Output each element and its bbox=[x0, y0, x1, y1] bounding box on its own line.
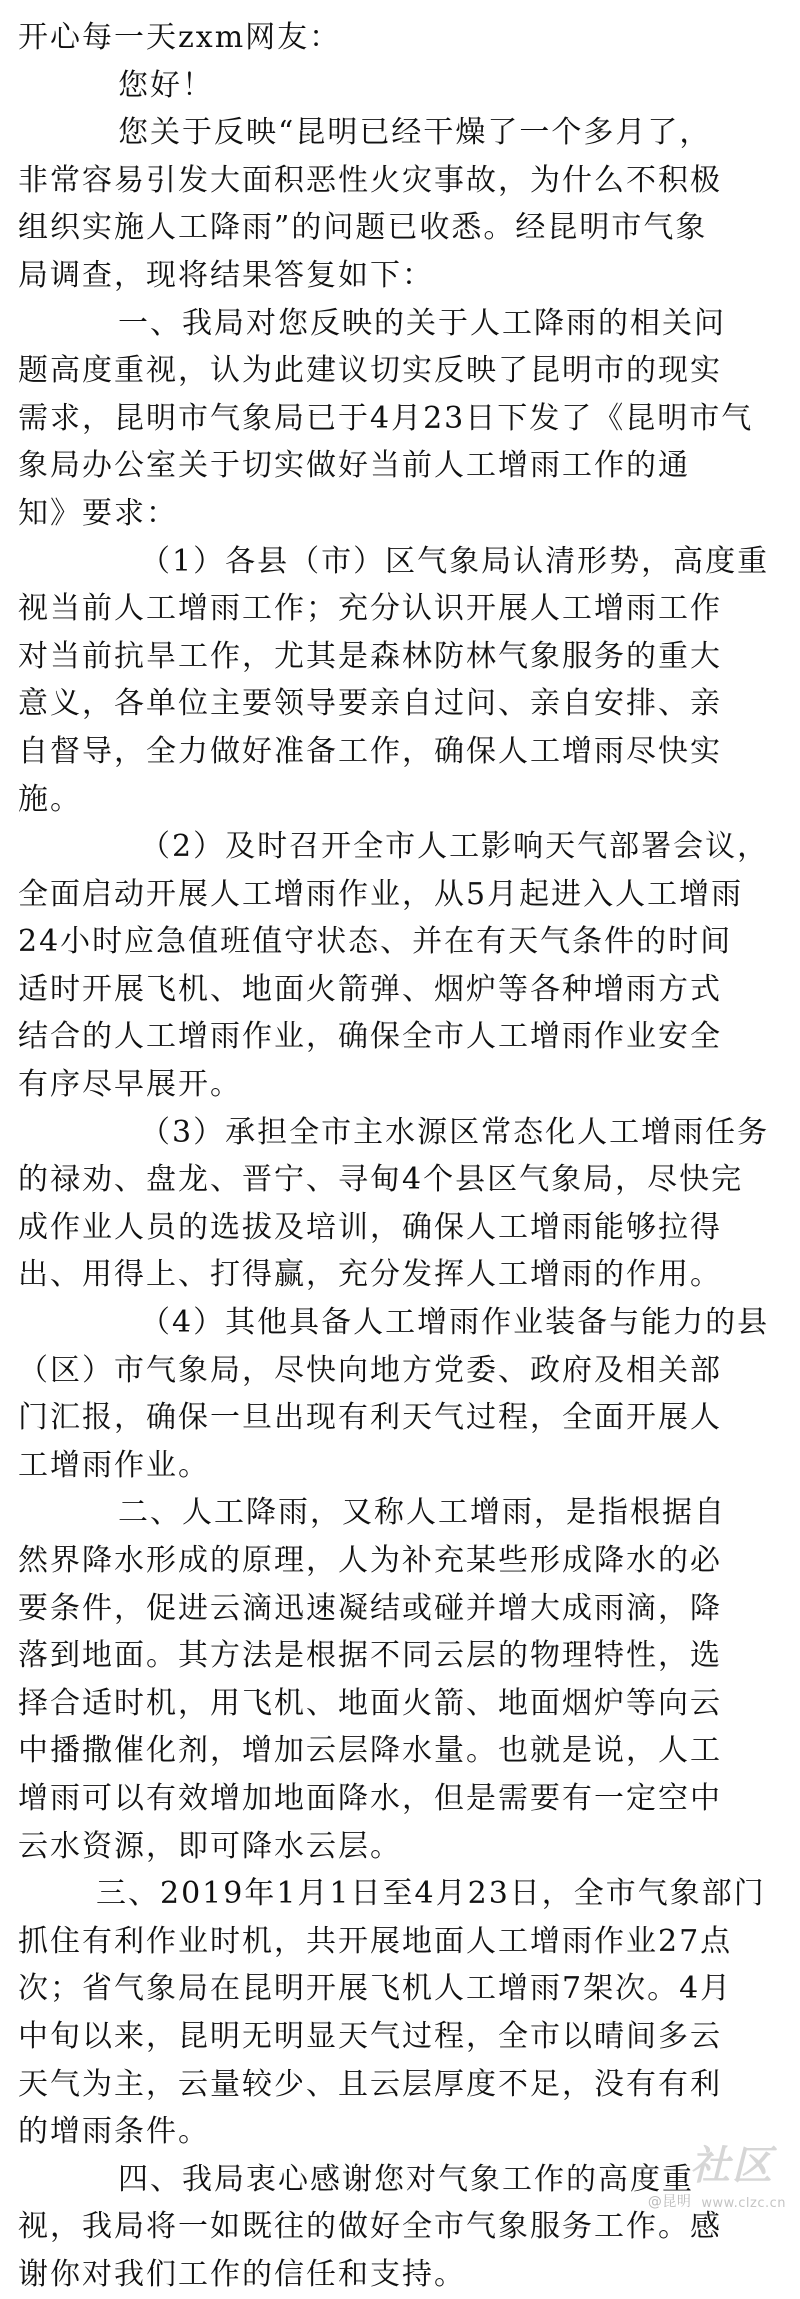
text-line: 要条件，促进云滴迅速凝结或碰并增大成雨滴，降 bbox=[18, 1590, 722, 1626]
section-4-heading-line: 四、我局衷心感谢您对气象工作的高度重 bbox=[118, 2161, 694, 2197]
letter-document bbox=[18, 14, 782, 2299]
watermark-source: @昆明 bbox=[647, 2194, 692, 2210]
greeting: 您好！ bbox=[118, 67, 214, 103]
text-line: 意义，各单位主要领导要亲自过问、亲自安排、亲 bbox=[18, 686, 722, 722]
text-line: 次；省气象局在昆明开展飞机人工增雨7架次。4月 bbox=[18, 1971, 733, 2007]
text-line: 题高度重视，认为此建议切实反映了昆明市的现实 bbox=[18, 353, 722, 389]
text-line: 24小时应急值班值守状态、并在有天气条件的时间 bbox=[18, 924, 733, 960]
watermark-site: www.clzc.cn bbox=[701, 2196, 786, 2211]
watermark-logo: 社区 bbox=[690, 2142, 774, 2189]
text-line: 中播撒催化剂，增加云层降水量。也就是说，人工 bbox=[18, 1733, 722, 1769]
text-line: 择合适时机，用飞机、地面火箭、地面烟炉等向云 bbox=[18, 1685, 722, 1721]
text-line: 天气为主，云量较少、且云层厚度不足，没有有利 bbox=[18, 2066, 722, 2102]
salutation: 开心每一天zxm网友： bbox=[18, 20, 342, 55]
section-1-heading-line: 一、我局对您反映的关于人工降雨的相关问 bbox=[118, 305, 726, 341]
text-line: 您关于反映“昆明已经干燥了一个多月了， bbox=[118, 115, 712, 151]
text-line: 然界降水形成的原理，人为补充某些形成降水的必 bbox=[18, 1543, 722, 1578]
text-line: 视当前人工增雨工作；充分认识开展人工增雨工作 bbox=[18, 591, 722, 627]
text-line: 施。 bbox=[18, 781, 82, 817]
text-line: 门汇报，确保一旦出现有利天气过程，全面开展人 bbox=[18, 1400, 722, 1436]
text-line: 成作业人员的选拔及培训，确保人工增雨能够拉得 bbox=[18, 1209, 722, 1245]
text-line: 出、用得上、打得赢，充分发挥人工增雨的作用。 bbox=[18, 1257, 722, 1293]
text-line: 需求，昆明市气象局已于4月23日下发了《昆明市气 bbox=[18, 400, 754, 436]
item-1-first-line: （1）各县（市）区气象局认清形势，高度重 bbox=[140, 543, 770, 579]
text-line: 非常容易引发大面积恶性火灾事故，为什么不积极 bbox=[18, 162, 722, 198]
item-2-first-line: （2）及时召开全市人工影响天气部署会议， bbox=[140, 829, 770, 865]
watermark-footer bbox=[648, 2191, 786, 2215]
text-line: 抓住有利作业时机，共开展地面人工增雨作业27点 bbox=[18, 1923, 733, 1959]
item-4-first-line: （4）其他具备人工增雨作业装备与能力的县 bbox=[140, 1305, 770, 1341]
text-line: 的增雨条件。 bbox=[18, 2114, 210, 2150]
text-line: 象局办公室关于切实做好当前人工增雨工作的通 bbox=[18, 448, 690, 484]
text-line: 全面启动开展人工增雨作业，从5月起进入人工增雨 bbox=[18, 876, 744, 912]
section-2-heading-line: 二、人工降雨，又称人工增雨，是指根据自 bbox=[118, 1495, 726, 1531]
item-3-first-line: （3）承担全市主水源区常态化人工增雨任务 bbox=[140, 1114, 770, 1150]
text-line: 云水资源，即可降水云层。 bbox=[18, 1828, 402, 1864]
text-line: 有序尽早展开。 bbox=[18, 1067, 242, 1103]
text-line: 局调查，现将结果答复如下： bbox=[18, 257, 434, 293]
text-line: （区）市气象局，尽快向地方党委、政府及相关部 bbox=[18, 1352, 722, 1388]
text-line: 对当前抗旱工作，尤其是森林防林气象服务的重大 bbox=[18, 638, 722, 674]
text-line: 的禄劝、盘龙、晋宁、寻甸4个县区气象局，尽快完 bbox=[18, 1162, 744, 1198]
text-line: 中旬以来，昆明无明显天气过程，全市以晴间多云 bbox=[18, 2018, 722, 2054]
text-line: 结合的人工增雨作业，确保全市人工增雨作业安全 bbox=[18, 1019, 722, 1055]
text-line: 视，我局将一如既往的做好全市气象服务工作。感 bbox=[18, 2209, 722, 2245]
text-line: 适时开展飞机、地面火箭弹、烟炉等各种增雨方式 bbox=[18, 971, 722, 1007]
text-line: 组织实施人工降雨”的问题已收悉。经昆明市气象 bbox=[18, 210, 708, 246]
text-line: 增雨可以有效增加地面降水，但是需要有一定空中 bbox=[18, 1780, 722, 1816]
text-line: 谢你对我们工作的信任和支持。 bbox=[18, 2256, 466, 2292]
text-line: 知》要求： bbox=[18, 495, 178, 531]
text-line: 自督导，全力做好准备工作，确保人工增雨尽快实 bbox=[18, 733, 722, 769]
section-3-heading-line: 三、2019年1月1日至4月23日，全市气象部门 bbox=[96, 1876, 766, 1912]
text-line: 落到地面。其方法是根据不同云层的物理特性，选 bbox=[18, 1638, 722, 1674]
text-line: 工增雨作业。 bbox=[18, 1447, 210, 1483]
